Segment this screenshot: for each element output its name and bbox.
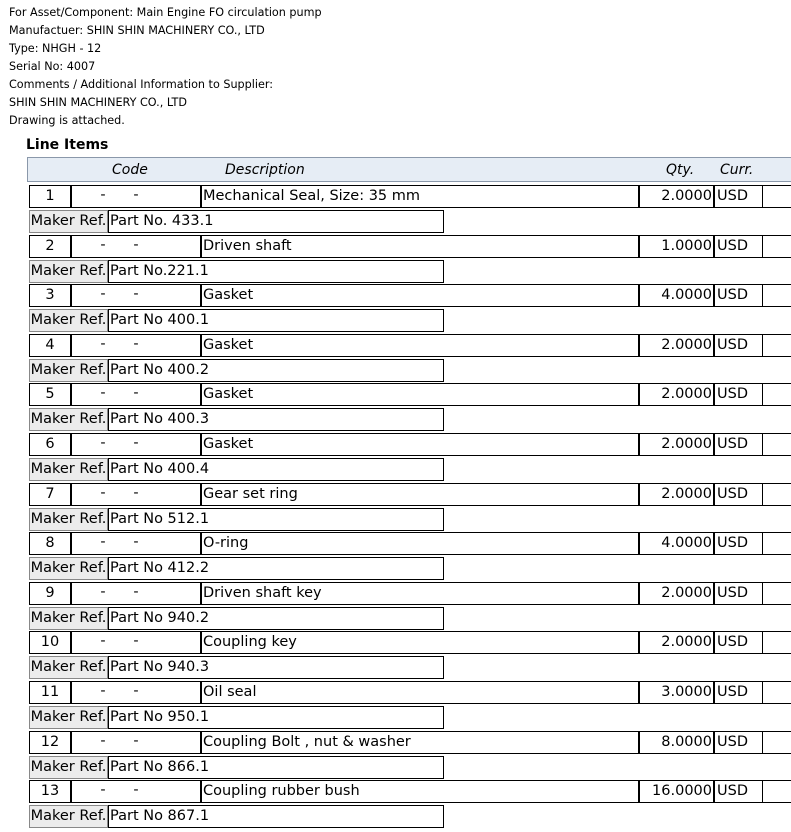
quantity-cell: 2.0000: [639, 433, 714, 456]
quantity-cell: 3.0000: [639, 681, 714, 704]
maker-ref-label: Maker Ref.: [29, 309, 108, 332]
line-item: [0, 631, 791, 681]
description-cell: Coupling key: [201, 631, 639, 654]
price-cell[interactable]: [762, 383, 791, 406]
currency-cell: USD: [714, 582, 762, 605]
quantity-cell: 2.0000: [639, 383, 714, 406]
price-cell[interactable]: [762, 631, 791, 654]
price-cell[interactable]: [762, 284, 791, 307]
description-cell: O-ring: [201, 532, 639, 555]
price-cell[interactable]: [762, 780, 791, 803]
maker-ref-value: Part No 940.3: [108, 656, 444, 679]
maker-ref-label: Maker Ref.: [29, 508, 108, 531]
maker-ref-value: Part No 400.1: [108, 309, 444, 332]
maker-ref-label: Maker Ref.: [29, 359, 108, 382]
description-cell: Gear set ring: [201, 483, 639, 506]
price-cell[interactable]: [762, 681, 791, 704]
line-item: [0, 433, 791, 483]
code-part-2: -: [133, 534, 139, 551]
currency-cell: USD: [714, 780, 762, 803]
line-items-column-header: [27, 157, 791, 182]
description-cell: Gasket: [201, 284, 639, 307]
price-cell[interactable]: [762, 582, 791, 605]
currency-cell: USD: [714, 433, 762, 456]
line-item: [0, 483, 791, 533]
quantity-cell: 4.0000: [639, 284, 714, 307]
column-curr: Curr.: [720, 162, 754, 178]
maker-ref-label: Maker Ref.: [29, 408, 108, 431]
quantity-cell: 2.0000: [639, 631, 714, 654]
price-cell[interactable]: [762, 731, 791, 754]
line-item: [0, 532, 791, 582]
code-part-1: -: [100, 534, 106, 551]
line-number: 1: [29, 185, 71, 208]
code-part-1: -: [100, 484, 106, 501]
code-part-1: -: [100, 782, 106, 799]
currency-cell: USD: [714, 483, 762, 506]
code-part-1: -: [100, 335, 106, 352]
line-item: [0, 681, 791, 731]
line-number: 10: [29, 631, 71, 654]
maker-ref-value: Part No. 433.1: [108, 210, 444, 233]
price-cell[interactable]: [762, 334, 791, 357]
currency-cell: USD: [714, 532, 762, 555]
maker-ref-value: Part No 867.1: [108, 805, 444, 828]
code-part-1: -: [100, 187, 106, 203]
quantity-cell: 16.0000: [639, 780, 714, 803]
line-number: 12: [29, 731, 71, 754]
maker-ref-value: Part No 400.4: [108, 458, 444, 481]
line-item: [0, 383, 791, 433]
line-number: 4: [29, 334, 71, 357]
code-part-1: -: [100, 385, 106, 402]
line-items-title: Line Items: [26, 137, 109, 153]
code-part-2: -: [133, 633, 139, 650]
maker-ref-value: Part No 940.2: [108, 607, 444, 630]
code-part-2: -: [133, 682, 139, 699]
quantity-cell: 4.0000: [639, 532, 714, 555]
line-number: 13: [29, 780, 71, 803]
quantity-cell: 2.0000: [639, 582, 714, 605]
currency-cell: USD: [714, 185, 762, 208]
currency-cell: USD: [714, 681, 762, 704]
line-number: 3: [29, 284, 71, 307]
maker-ref-value: Part No 950.1: [108, 706, 444, 729]
line-item: [0, 235, 791, 285]
line-number: 6: [29, 433, 71, 456]
description-cell: Gasket: [201, 383, 639, 406]
maker-ref-label: Maker Ref.: [29, 458, 108, 481]
description-cell: Coupling rubber bush: [201, 780, 639, 803]
description-cell: Driven shaft: [201, 235, 639, 258]
asset-line: For Asset/Component: Main Engine FO circulation pump: [9, 6, 322, 19]
maker-ref-value: Part No 866.1: [108, 756, 444, 779]
line-number: 9: [29, 582, 71, 605]
maker-ref-label: Maker Ref.: [29, 607, 108, 630]
maker-ref-value: Part No 412.2: [108, 557, 444, 580]
code-part-1: -: [100, 682, 106, 699]
currency-cell: USD: [714, 383, 762, 406]
code-part-2: -: [133, 583, 139, 600]
maker-ref-value: Part No 400.2: [108, 359, 444, 382]
column-code: Code: [112, 162, 148, 178]
line-number: 8: [29, 532, 71, 555]
line-item: [0, 731, 791, 781]
comments-line-1: SHIN SHIN MACHINERY CO., LTD: [9, 96, 187, 109]
maker-ref-label: Maker Ref.: [29, 706, 108, 729]
requisition-header: [9, 4, 322, 130]
line-number: 5: [29, 383, 71, 406]
code-part-2: -: [133, 236, 139, 253]
code-part-1: -: [100, 434, 106, 451]
line-item: [0, 780, 791, 830]
price-cell[interactable]: [762, 433, 791, 456]
type-line: Type: NHGH - 12: [9, 42, 102, 55]
code-part-2: -: [133, 286, 139, 303]
quantity-cell: 2.0000: [639, 185, 714, 208]
line-number: 7: [29, 483, 71, 506]
code-part-2: -: [133, 434, 139, 451]
quantity-cell: 2.0000: [639, 334, 714, 357]
code-part-2: -: [133, 187, 139, 203]
code-part-1: -: [100, 286, 106, 303]
maker-ref-label: Maker Ref.: [29, 260, 108, 283]
maker-ref-label: Maker Ref.: [29, 656, 108, 679]
line-item: [0, 284, 791, 334]
description-cell: Oil seal: [201, 681, 639, 704]
price-cell[interactable]: [762, 532, 791, 555]
currency-cell: USD: [714, 731, 762, 754]
description-cell: Mechanical Seal, Size: 35 mm: [201, 185, 639, 208]
maker-ref-label: Maker Ref.: [29, 805, 108, 828]
comments-line-2: Drawing is attached.: [9, 114, 125, 127]
line-item: [0, 185, 791, 235]
line-item: [0, 582, 791, 632]
column-description: Description: [225, 162, 305, 178]
description-cell: Gasket: [201, 433, 639, 456]
code-part-1: -: [100, 732, 106, 749]
currency-cell: USD: [714, 631, 762, 654]
price-cell[interactable]: [762, 235, 791, 258]
code-part-1: -: [100, 633, 106, 650]
code-part-1: -: [100, 236, 106, 253]
quantity-cell: 8.0000: [639, 731, 714, 754]
quantity-cell: 1.0000: [639, 235, 714, 258]
maker-ref-value: Part No.221.1: [108, 260, 444, 283]
description-cell: Gasket: [201, 334, 639, 357]
maker-ref-label: Maker Ref.: [29, 210, 108, 233]
currency-cell: USD: [714, 235, 762, 258]
code-part-2: -: [133, 335, 139, 352]
code-part-2: -: [133, 484, 139, 501]
price-cell[interactable]: [762, 185, 791, 208]
maker-ref-value: Part No 400.3: [108, 408, 444, 431]
code-part-2: -: [133, 385, 139, 402]
line-items-list: [0, 185, 791, 830]
code-part-2: -: [133, 782, 139, 799]
maker-ref-value: Part No 512.1: [108, 508, 444, 531]
code-part-1: -: [100, 583, 106, 600]
manufacturer-line: Manufactuer: SHIN SHIN MACHINERY CO., LTD: [9, 24, 265, 37]
currency-cell: USD: [714, 334, 762, 357]
description-cell: Driven shaft key: [201, 582, 639, 605]
line-item: [0, 334, 791, 384]
currency-cell: USD: [714, 284, 762, 307]
line-number: 2: [29, 235, 71, 258]
price-cell[interactable]: [762, 483, 791, 506]
maker-ref-label: Maker Ref.: [29, 756, 108, 779]
quantity-cell: 2.0000: [639, 483, 714, 506]
maker-ref-label: Maker Ref.: [29, 557, 108, 580]
line-number: 11: [29, 681, 71, 704]
description-cell: Coupling Bolt , nut & washer: [201, 731, 639, 754]
serial-line: Serial No: 4007: [9, 60, 96, 73]
column-qty: Qty.: [666, 162, 695, 178]
comments-label: Comments / Additional Information to Supplier:: [9, 78, 274, 91]
code-part-2: -: [133, 732, 139, 749]
